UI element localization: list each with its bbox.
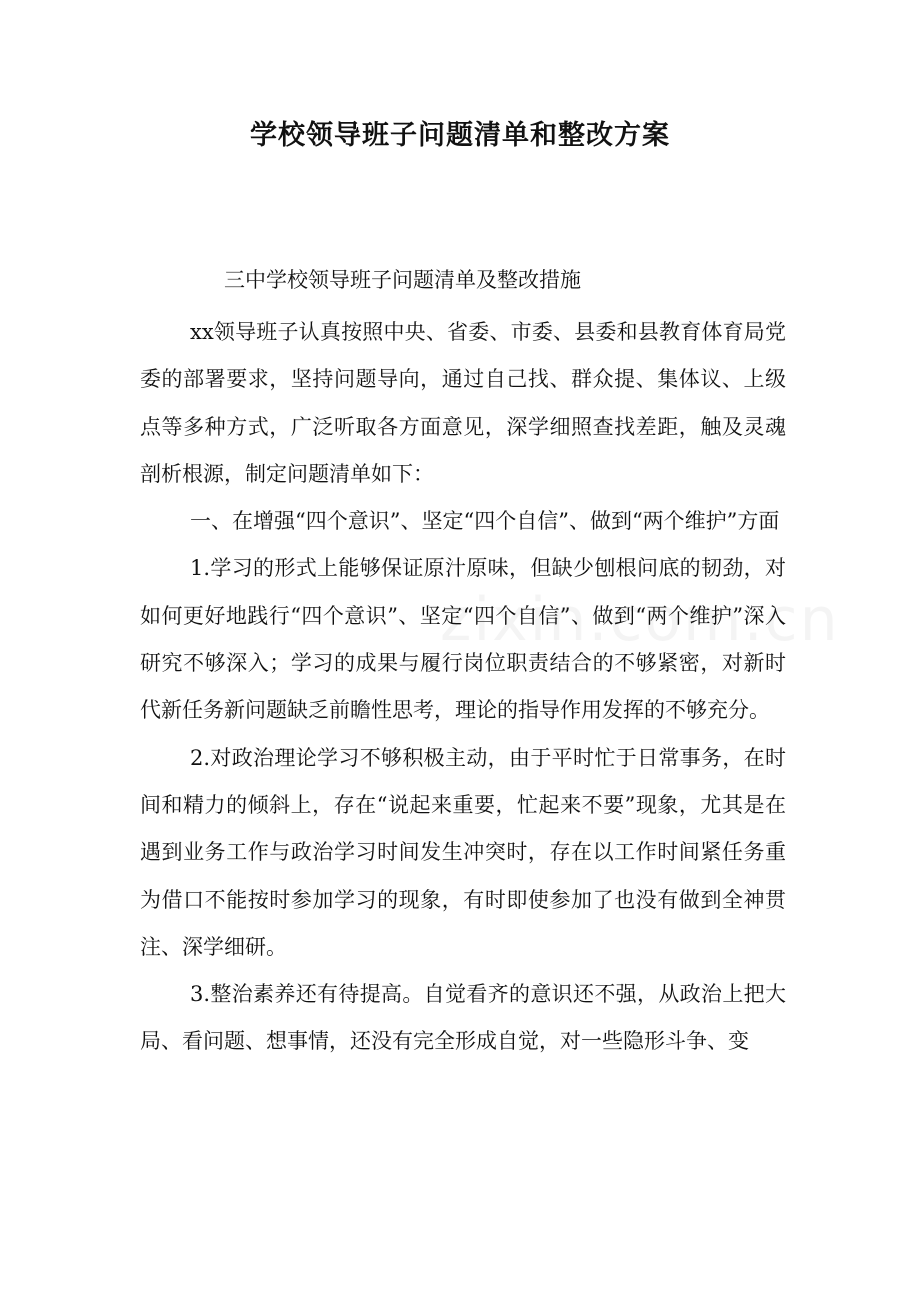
paragraph-item-2: 2.对政治理论学习不够积极主动，由于平时忙于日常事务，在时间和精力的倾斜上，存在“说起来重要，忙起来不要”现象，尤其是在遇到业务工作与政治学习时间发生冲突时，存在以工作时间紧任务重为借口不能按时参加学习的现象，有时即使参加了也没有做到全神贯注、深学细研。 bbox=[140, 745, 786, 959]
paragraph-intro: xx领导班子认真按照中央、省委、市委、县委和县教育体育局党委的部署要求，坚持问题导向，通过自己找、群众提、集体议、上级点等多种方式，广泛听取各方面意见，深学细照查找差距，触及灵魂剖析根源，制定问题清单如下： bbox=[140, 320, 786, 486]
document-subtitle: 三中学校领导班子问题清单及整改措施 bbox=[224, 268, 581, 292]
document-body bbox=[140, 309, 786, 1066]
document-title: 学校领导班子问题清单和整改方案 bbox=[250, 120, 670, 151]
section-heading-1: 一、在增强“四个意识”、坚定“四个自信”、做到“两个维护”方面 bbox=[190, 509, 780, 534]
paragraph-item-1: 1.学习的形式上能够保证原汁原味，但缺少刨根问底的韧劲，对如何更好地践行“四个意识”、坚定“四个自信”、做到“两个维护”深入研究不够深入；学习的成果与履行岗位职责结合的不够紧密，对新时代新任务新问题缺乏前瞻性思考，理论的指导作用发挥的不够充分。 bbox=[140, 556, 786, 723]
paragraph-item-3: 3.整治素养还有待提高。自觉看齐的意识还不强，从政治上把大局、看问题、想事情，还没有完全形成自觉，对一些隐形斗争、变 bbox=[140, 982, 786, 1054]
